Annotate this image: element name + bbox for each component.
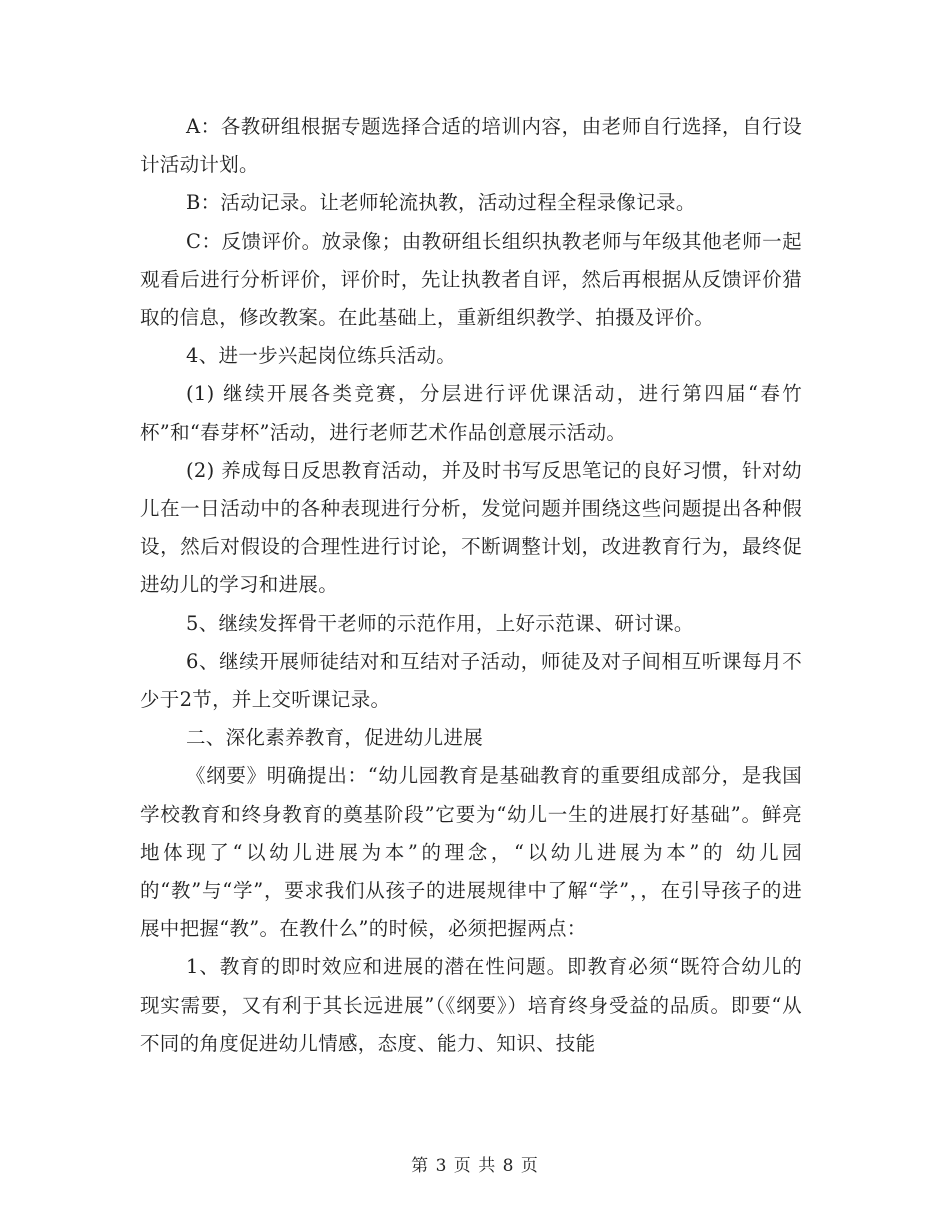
paragraph-sub-1: (1) 继续开展各类竞赛，分层进行评优课活动，进行第四届“春竹杯”和“春芽杯”活动，进行老师艺术作品创意展示活动。 (140, 382, 802, 444)
paragraph-item-4: 4、进一步兴起岗位练兵活动。 (186, 344, 457, 368)
section-heading-2: 二、深化素养教育，促进幼儿进展 (186, 726, 484, 750)
paragraph-sub-2: (2) 养成每日反思教育活动，并及时书写反思笔记的良好习惯，针对幼儿在一日活动中的各种表现进行分析，发觉问题并围绕这些问题提出各种假设，然后对假设的合理性进行讨论，不断调整计划，改进教育行为，最终促进幼儿的学习和进展。 (140, 458, 802, 597)
paragraph-a: A：各教研组根据专题选择合适的培训内容，由老师自行选择，自行设计活动计划。 (140, 115, 802, 177)
page-number-footer: 第 3 页 共 8 页 (411, 1156, 539, 1176)
paragraph-b: B：活动记录。让老师轮流执教，活动过程全程录像记录。 (186, 191, 696, 215)
paragraph-item-5: 5、继续发挥骨干老师的示范作用，上好示范课、研讨课。 (186, 611, 694, 635)
document-body (140, 108, 802, 1063)
paragraph-c: C：反馈评价。放录像；由教研组长组织执教老师与年级其他老师一起观看后进行分析评价，评价时，先让执教者自评，然后再根据从反馈评价猎取的信息，修改教案。在此基础上，重新组织教学、拍摄及评价。 (140, 229, 802, 330)
paragraph-item-6: 6、继续开展师徒结对和互结对子活动，师徒及对子间相互听课每月不少于2节，并上交听课记录。 (140, 649, 802, 712)
paragraph-gangyao: 《纲要》明确提出：“幼儿园教育是基础教育的重要组成部分，是我国学校教育和终身教育的奠基阶段”它要为“幼儿一生的进展打好基础”。鲜亮地体现了“以幼儿进展为本”的理念，“以幼儿进展为本”的 幼儿园的“教”与“学”，要求我们从孩子的进展规律中了解“学”，，在引导孩子的进展中把握“教”。在教什么”的时候，必须把握两点： (140, 764, 802, 941)
paragraph-point-1: 1、教育的即时效应和进展的潜在性问题。即教育必须“既符合幼儿的现实需要，又有利于其长远进展”（《纲要》）培育终身受益的品质。即要“从不同的角度促进幼儿情感，态度、能力、知识、技能 (140, 955, 802, 1055)
